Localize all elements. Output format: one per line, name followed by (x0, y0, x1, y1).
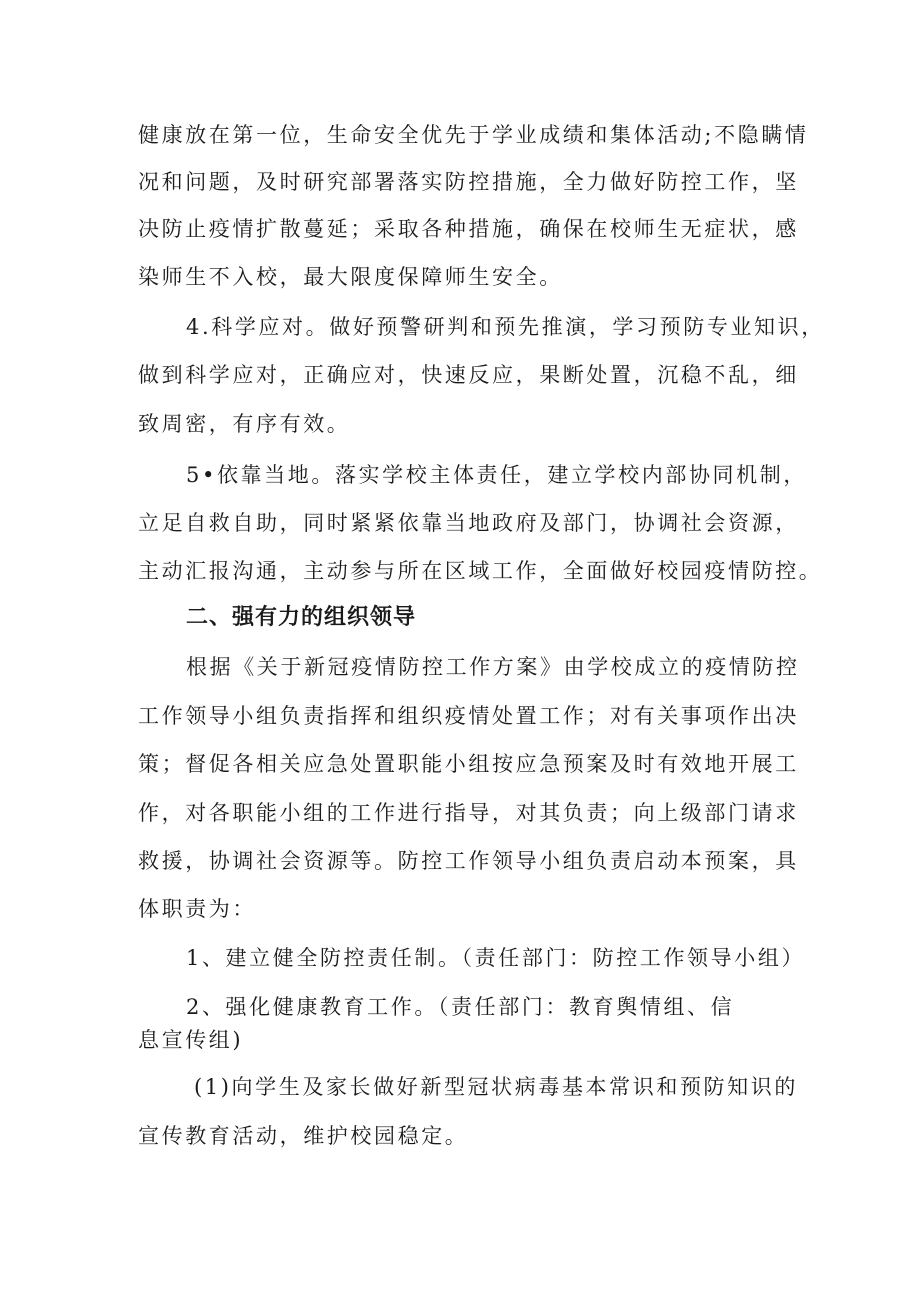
paragraph-1-line-3: 决防止疫情扩散蔓延；采取各种措施，确保在校师生无症状，感 (138, 217, 799, 241)
paragraph-6-line-2: 息宣传组) (138, 1028, 244, 1052)
paragraph-5-line-1: 1、建立健全防控责任制。（责任部门：防控工作领导小组） (186, 946, 806, 970)
paragraph-7-line-2: 宣传教育活动，维护校园稳定。 (138, 1124, 469, 1148)
paragraph-4-line-6: 体职责为： (138, 897, 256, 921)
paragraph-3-line-1: 5•依靠当地。落实学校主体责任，建立学校内部协同机制， (186, 463, 807, 487)
paragraph-2-line-1: 4.科学应对。做好预警研判和预先推演，学习预防专业知识， (186, 315, 825, 339)
paragraph-1-line-2: 况和问题，及时研究部署落实防控措施，全力做好防控工作，坚 (138, 170, 799, 194)
paragraph-4-line-2: 工作领导小组负责指挥和组织疫情处置工作；对有关事项作出决 (138, 704, 799, 728)
paragraph-3-line-2: 立足自救自助，同时紧紧依靠当地政府及部门，协调社会资源， (138, 511, 799, 535)
paragraph-7-line-1: (1)向学生及家长做好新型冠状病毒基本常识和预防知识的 (194, 1075, 798, 1099)
paragraph-4-line-5: 救援，协调社会资源等。防控工作领导小组负责启动本预案，具 (138, 849, 799, 873)
paragraph-6-line-1: 2、强化健康教育工作。（责任部门：教育舆情组、信 (186, 995, 735, 1019)
paragraph-2-line-2: 做到科学应对，正确应对，快速反应，果断处置，沉稳不乱，细 (138, 363, 799, 387)
paragraph-4-line-4: 作，对各职能小组的工作进行指导，对其负责；向上级部门请求 (138, 801, 799, 825)
paragraph-1-line-1: 健康放在第一位，生命安全优先于学业成绩和集体活动;不隐瞒情 (138, 123, 809, 147)
paragraph-2-line-3: 致周密，有序有效。 (138, 412, 351, 436)
paragraph-4-line-3: 策；督促各相关应急处置职能小组按应急预案及时有效地开展工 (138, 752, 799, 776)
paragraph-4-line-1: 根据《关于新冠疫情防控工作方案》由学校成立的疫情防控 (186, 655, 800, 679)
section-heading: 二、强有力的组织领导 (186, 605, 417, 630)
paragraph-1-line-4: 染师生不入校，最大限度保障师生安全。 (138, 265, 563, 289)
paragraph-3-line-3: 主动汇报沟通，主动参与所在区域工作，全面做好校园疫情防控。 (138, 559, 823, 583)
